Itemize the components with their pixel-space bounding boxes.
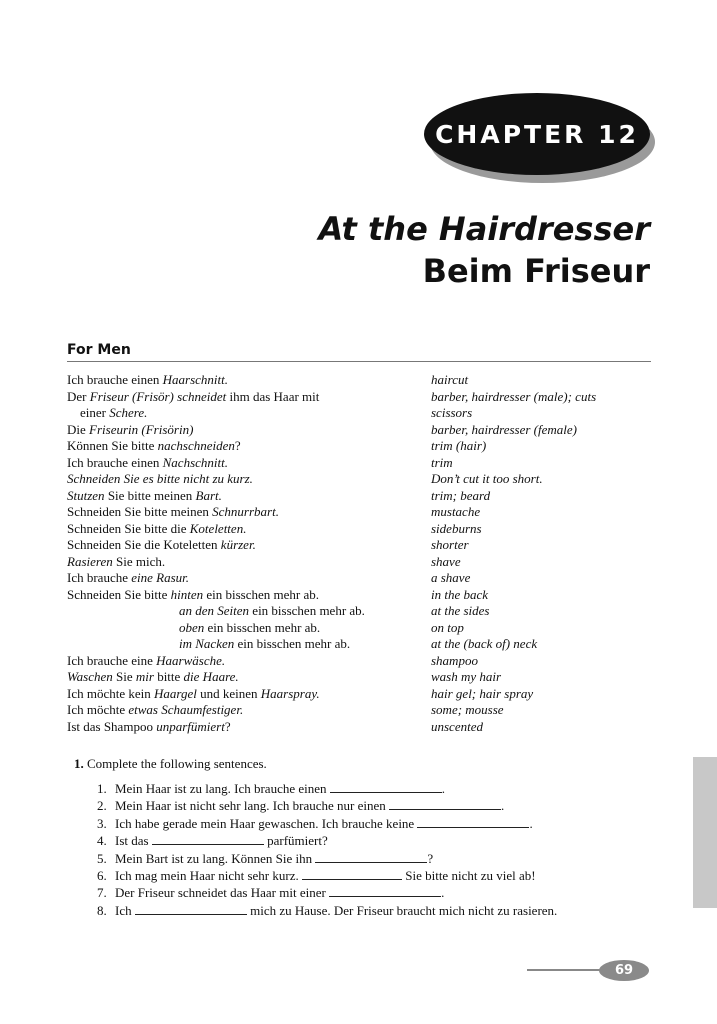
- german-phrase: Ich brauche eine Rasur.: [67, 570, 190, 585]
- item-sentence: Mein Haar ist nicht sehr lang. Ich brauche nur einen .: [115, 798, 505, 814]
- chapter-label: CHAPTER 12: [435, 119, 639, 149]
- exercise-item: [0, 850, 717, 867]
- german-phrase: Schneiden Sie es bitte nicht zu kurz.: [67, 471, 253, 486]
- german-phrase: Der Friseur (Frisör) schneidet ihm das Haar mit: [67, 388, 320, 404]
- german-phrase: Waschen Sie mir bitte die Haare.: [67, 669, 239, 684]
- vocab-row: [0, 488, 717, 505]
- german-phrase: Können Sie bitte nachschneiden?: [67, 438, 241, 453]
- exercise-item: [0, 832, 717, 849]
- item-number: 8.: [97, 902, 107, 918]
- german-phrase: Schneiden Sie bitte die Koteletten.: [67, 520, 247, 536]
- side-thumb-tab: [693, 757, 717, 908]
- vocab-row: [0, 422, 717, 439]
- item-number: 1.: [97, 781, 107, 796]
- german-phrase: Ich brauche einen Haarschnitt.: [67, 372, 229, 387]
- german-phrase: Ich möchte etwas Schaumfestiger.: [67, 702, 244, 717]
- english-translation: mustache: [431, 504, 481, 519]
- vocab-row: [0, 702, 717, 719]
- answer-blank[interactable]: [330, 781, 442, 793]
- english-translation: trim: [431, 454, 453, 470]
- english-translation: at the sides: [431, 603, 490, 618]
- section-divider: [67, 361, 651, 362]
- vocab-row: [0, 570, 717, 587]
- german-phrase: im Nacken ein bisschen mehr ab.: [179, 636, 351, 651]
- answer-blank[interactable]: [389, 798, 501, 810]
- exercise-item: [0, 797, 717, 814]
- item-sentence: Ist das parfümiert?: [115, 833, 328, 849]
- exercise-item: [0, 867, 717, 884]
- chapter-title-german: Beim Friseur: [422, 252, 650, 290]
- vocab-row: [0, 587, 717, 604]
- exercise-number: 1.: [74, 756, 84, 771]
- german-phrase: Schneiden Sie bitte hinten ein bisschen mehr ab.: [67, 586, 320, 602]
- german-phrase: einer Schere.: [80, 405, 148, 420]
- answer-blank[interactable]: [329, 885, 441, 897]
- english-translation: shorter: [431, 537, 469, 552]
- english-translation: wash my hair: [431, 669, 502, 684]
- german-phrase: Ich möchte kein Haargel und keinen Haarspray.: [67, 685, 320, 701]
- answer-blank[interactable]: [152, 833, 264, 845]
- exercise-item: [0, 902, 717, 919]
- vocab-row: [0, 653, 717, 670]
- english-translation: at the (back of) neck: [431, 636, 538, 651]
- english-translation: scissors: [431, 405, 473, 420]
- exercise-item: [0, 815, 717, 832]
- english-translation: shampoo: [431, 652, 478, 668]
- english-translation: shave: [431, 553, 461, 569]
- german-phrase: an den Seiten ein bisschen mehr ab.: [179, 603, 365, 618]
- exercise-list: [0, 780, 717, 919]
- item-sentence: Ich mag mein Haar nicht sehr kurz. Sie bitte nicht zu viel ab!: [115, 867, 536, 883]
- vocab-row: [0, 669, 717, 686]
- answer-blank[interactable]: [302, 868, 402, 880]
- german-phrase: Schneiden Sie die Koteletten kürzer.: [67, 537, 256, 552]
- german-phrase: Ich brauche einen Nachschnitt.: [67, 454, 228, 470]
- german-phrase: Ich brauche eine Haarwäsche.: [67, 652, 226, 668]
- german-phrase: Die Friseurin (Frisörin): [67, 421, 194, 437]
- german-phrase: Rasieren Sie mich.: [67, 553, 166, 569]
- chapter-badge: [424, 93, 650, 175]
- english-translation: trim (hair): [431, 438, 487, 453]
- exercise-instruction: Complete the following sentences.: [87, 756, 267, 771]
- english-translation: haircut: [431, 372, 469, 387]
- answer-blank[interactable]: [417, 816, 529, 828]
- english-translation: barber, hairdresser (female): [431, 421, 577, 437]
- page-number: 69: [599, 960, 649, 981]
- item-number: 3.: [97, 815, 107, 831]
- vocab-row: [0, 504, 717, 521]
- item-number: 6.: [97, 867, 107, 883]
- vocabulary-list: [0, 372, 717, 735]
- german-phrase: Stutzen Sie bitte meinen Bart.: [67, 487, 222, 503]
- vocab-row: [0, 554, 717, 571]
- vocab-row: [0, 686, 717, 703]
- english-translation: barber, hairdresser (male); cuts: [431, 388, 597, 404]
- item-number: 4.: [97, 833, 107, 849]
- chapter-title-english: At the Hairdresser: [318, 210, 650, 248]
- english-translation: a shave: [431, 570, 471, 585]
- item-sentence: Mein Haar ist zu lang. Ich brauche einen .: [115, 781, 446, 796]
- english-translation: on top: [431, 619, 464, 635]
- english-translation: in the back: [431, 586, 489, 602]
- vocab-row: [0, 455, 717, 472]
- vocab-row: [0, 719, 717, 736]
- vocab-row: [0, 438, 717, 455]
- vocab-row: [0, 372, 717, 389]
- item-sentence: Ich habe gerade mein Haar gewaschen. Ich brauche keine .: [115, 815, 533, 831]
- item-number: 2.: [97, 798, 107, 814]
- english-translation: unscented: [431, 718, 483, 734]
- answer-blank[interactable]: [135, 903, 247, 915]
- answer-blank[interactable]: [315, 851, 427, 863]
- vocab-row: [0, 603, 717, 620]
- german-phrase: Schneiden Sie bitte meinen Schnurrbart.: [67, 504, 279, 519]
- vocab-row: [0, 471, 717, 488]
- item-number: 5.: [97, 850, 107, 866]
- item-sentence: Ich mich zu Hause. Der Friseur braucht mich nicht zu rasieren.: [115, 902, 558, 918]
- item-sentence: Der Friseur schneidet das Haar mit einer .: [115, 885, 445, 901]
- page-number-rule: [527, 969, 607, 971]
- german-phrase: Ist das Shampoo unparfümiert?: [67, 718, 231, 734]
- vocab-row: [0, 636, 717, 653]
- vocab-row: [0, 405, 717, 422]
- exercise-heading: [74, 756, 267, 772]
- section-heading: For Men: [67, 342, 131, 358]
- english-translation: hair gel; hair spray: [431, 685, 534, 701]
- item-sentence: Mein Bart ist zu lang. Können Sie ihn ?: [115, 850, 434, 866]
- vocab-row: [0, 521, 717, 538]
- english-translation: trim; beard: [431, 487, 491, 503]
- exercise-item: [0, 884, 717, 901]
- item-number: 7.: [97, 885, 107, 901]
- english-translation: sideburns: [431, 520, 482, 536]
- vocab-row: [0, 537, 717, 554]
- vocab-row: [0, 620, 717, 637]
- vocab-row: [0, 389, 717, 406]
- english-translation: some; mousse: [431, 702, 504, 717]
- exercise-item: [0, 780, 717, 797]
- english-translation: Don’t cut it too short.: [431, 471, 543, 486]
- german-phrase: oben ein bisschen mehr ab.: [179, 619, 321, 635]
